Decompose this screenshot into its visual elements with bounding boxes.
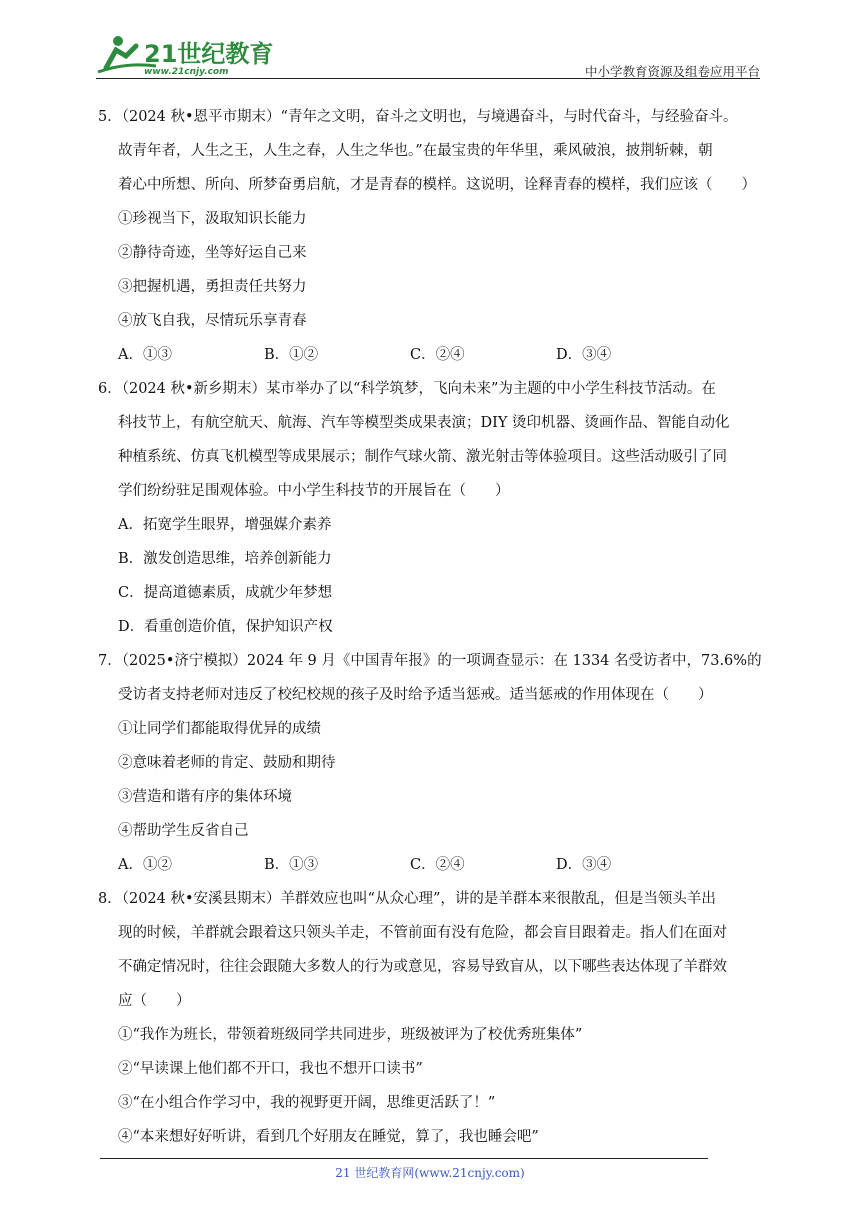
question-text: 受访者支持老师对违反了校纪校规的孩子及时给予适当惩戒。适当惩戒的作用体现在（ ）: [118, 687, 713, 703]
question-list: [98, 100, 768, 1154]
statement-item: ①珍视当下，汲取知识长能力: [118, 211, 307, 227]
choice-option: D．看重创造价值，保护知识产权: [118, 619, 333, 635]
choice-option: C．提高道德素质，成就少年梦想: [118, 585, 333, 601]
question-text: 着心中所想、所向、所梦奋勇启航，才是青春的模样。这说明，诠释青春的模样，我们应该（ ）: [118, 177, 756, 193]
question-text: 不确定情况时，往往会跟随大多数人的行为或意见，容易导致盲从，以下哪些表达体现了羊群效: [118, 959, 727, 975]
choice-option: B．激发创造思维，培养创新能力: [118, 551, 332, 567]
svg-text:21世纪教育: 21世纪教育: [144, 40, 274, 68]
question-text: 5．（2024 秋•恩平市期末）“青年之文明，奋斗之文明也，与境遇奋斗，与时代奋斗，与经验奋斗。: [98, 109, 738, 125]
question-text: 科技节上，有航空航天、航海、汽车等模型类成果表演；DIY 烫印机器、烫画作品、智能自动化: [118, 415, 730, 431]
statement-item: ②静待奇迹，坐等好运自己来: [118, 245, 307, 261]
statement-item: ③把握机遇，勇担责任共努力: [118, 279, 307, 295]
choice-b: B．①③: [264, 857, 319, 873]
statement-item: ④“本来想好好听讲，看到几个好朋友在睡觉，算了，我也睡会吧”: [118, 1129, 539, 1145]
question-text: 7．（2025•济宁模拟）2024 年 9 月《中国青年报》的一项调查显示：在 1334 名受访者中，73.6%的: [98, 653, 762, 669]
choice-b: B．①②: [264, 347, 319, 363]
footer-divider: [100, 1158, 708, 1159]
choice-d: D．③④: [556, 857, 612, 873]
header-divider: [96, 78, 760, 79]
question-text: 6．（2024 秋•新乡期末）某市举办了以“科学筑梦，飞向未来”为主题的中小学生科技节活动。在: [98, 381, 716, 397]
question-text: 学们纷纷驻足围观体验。中小学生科技节的开展旨在（ ）: [118, 483, 510, 499]
question-text: 应（ ）: [118, 993, 191, 1009]
21cnjy-logo: [96, 32, 276, 78]
answer-choices: [118, 338, 768, 372]
choice-a: A．①③: [118, 347, 172, 363]
page-header: [96, 32, 760, 80]
choice-option: A．拓宽学生眼界，增强媒介素养: [118, 517, 332, 533]
header-platform-name: 中小学教育资源及组卷应用平台: [584, 64, 760, 79]
statement-item: ②意味着老师的肯定、鼓励和期待: [118, 755, 336, 771]
statement-item: ③营造和谐有序的集体环境: [118, 789, 292, 805]
footer-site-link[interactable]: 21 世纪教育网(www.21cnjy.com): [335, 1166, 525, 1180]
statement-item: ①让同学们都能取得优异的成绩: [118, 721, 321, 737]
question-text: 8．（2024 秋•安溪县期末）羊群效应也叫“从众心理”，讲的是羊群本来很散乱，但是当领头羊出: [98, 891, 716, 907]
statement-item: ④放飞自我，尽情玩乐享青春: [118, 313, 307, 329]
choice-a: A．①②: [118, 857, 172, 873]
answer-choices: [118, 848, 768, 882]
svg-text:www.21cnjy.com: www.21cnjy.com: [144, 67, 229, 77]
statement-item: ②“早读课上他们都不开口，我也不想开口读书”: [118, 1061, 423, 1077]
choice-d: D．③④: [556, 347, 612, 363]
statement-item: ③“在小组合作学习中，我的视野更开阔，思维更活跃了！”: [118, 1095, 496, 1111]
question-text: 故青年者，人生之王，人生之春，人生之华也。”在最宝贵的年华里，乘风破浪，披荆斩棘，朝: [118, 143, 713, 159]
choice-c: C．②④: [410, 347, 465, 363]
question-text: 现的时候，羊群就会跟着这只领头羊走，不管前面有没有危险，都会盲目跟着走。指人们在面对: [118, 925, 727, 941]
choice-c: C．②④: [410, 857, 465, 873]
question-text: 种植系统、仿真飞机模型等成果展示；制作气球火箭、激光射击等体验项目。这些活动吸引了同: [118, 449, 727, 465]
statement-item: ④帮助学生反省自己: [118, 823, 249, 839]
statement-item: ①“我作为班长，带领着班级同学共同进步，班级被评为了校优秀班集体”: [118, 1027, 583, 1043]
